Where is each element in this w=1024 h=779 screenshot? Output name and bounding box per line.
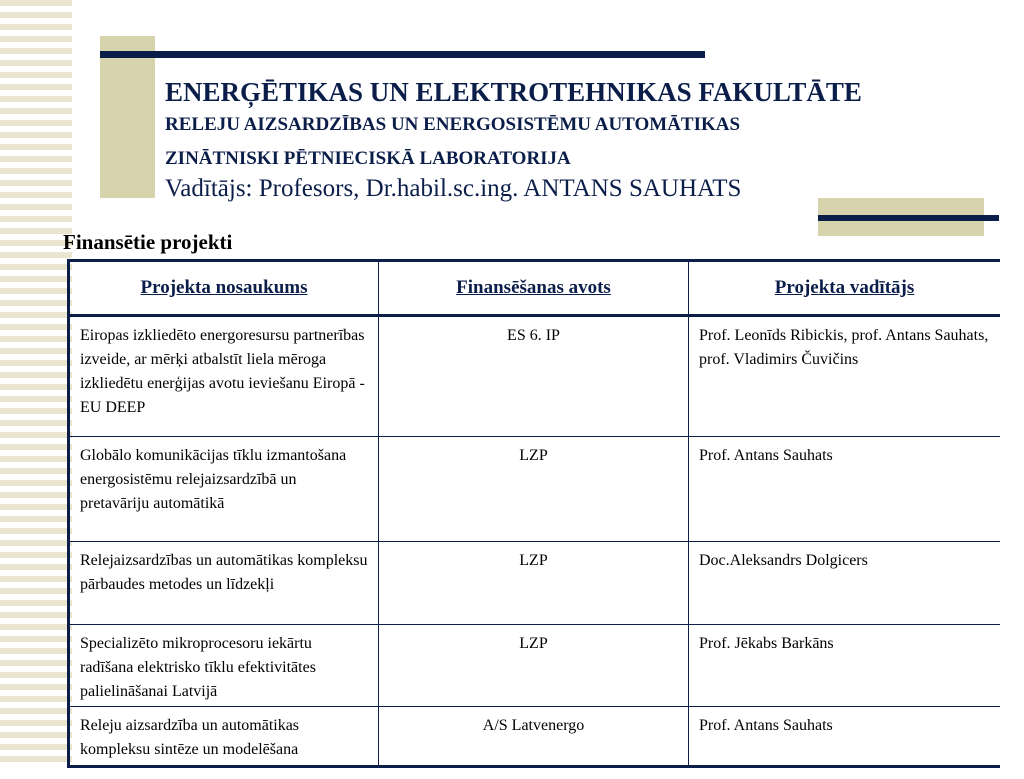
table-row	[69, 707, 1001, 767]
table-header-row	[69, 261, 1001, 316]
table-row	[69, 542, 1001, 625]
project-leader-cell: Prof. Leonīds Ribickis, prof. Antans Sauhats, prof. Vladimirs Čuvičins	[689, 316, 1001, 437]
title-block	[165, 76, 995, 204]
column-header-name: Projekta nosaukums	[69, 261, 379, 316]
project-leader-cell: Prof. Jēkabs Barkāns	[689, 625, 1001, 707]
project-leader-cell: Prof. Antans Sauhats	[689, 437, 1001, 542]
column-header-leader: Projekta vadītājs	[689, 261, 1001, 316]
funding-source-cell: A/S Latvenergo	[379, 707, 689, 767]
funding-source-cell: ES 6. IP	[379, 316, 689, 437]
table-row	[69, 316, 1001, 437]
lab-name-line-1: RELEJU AIZSARDZĪBAS UN ENERGOSISTĒMU AUTOMĀTIKAS	[165, 114, 741, 135]
project-leader-cell: Prof. Antans Sauhats	[689, 707, 1001, 767]
table-row	[69, 625, 1001, 707]
section-title: Finansētie projekti	[63, 230, 233, 254]
projects-table	[67, 259, 1000, 768]
funding-source-cell: LZP	[379, 437, 689, 542]
funding-source-cell: LZP	[379, 625, 689, 707]
decorative-line-top	[100, 51, 705, 58]
faculty-title: ENERĢĒTIKAS UN ELEKTROTEHNIKAS FAKULTĀTE	[165, 77, 862, 107]
table-row	[69, 437, 1001, 542]
project-name-cell: Releju aizsardzība un automātikas kompleksu sintēze un modelēšana	[69, 707, 379, 767]
lab-head: Vadītājs: Profesors, Dr.habil.sc.ing. ANTANS SAUHATS	[165, 175, 742, 202]
project-leader-cell: Doc.Aleksandrs Dolgicers	[689, 542, 1001, 625]
decorative-box-left	[100, 36, 155, 198]
column-header-source: Finansēšanas avots	[379, 261, 689, 316]
funding-source-cell: LZP	[379, 542, 689, 625]
projects-table-wrapper	[67, 259, 1000, 779]
project-name-cell: Specializēto mikroprocesoru iekārtu radīšana elektrisko tīklu efektivitātes palielināšanai Latvijā	[69, 625, 379, 707]
decorative-line-bottom	[818, 215, 999, 221]
decorative-stripes	[0, 0, 72, 768]
project-name-cell: Eiropas izkliedēto energoresursu partnerības izveide, ar mērķi atbalstīt liela mēroga izkliedētu enerģijas avotu ieviešanu Eiropā - EU DEEP	[69, 316, 379, 437]
lab-name-line-2: ZINĀTNISKI PĒTNIECISKĀ LABORATORIJA	[165, 148, 571, 169]
project-name-cell: Relejaizsardzības un automātikas kompleksu pārbaudes metodes un līdzekļi	[69, 542, 379, 625]
project-name-cell: Globālo komunikācijas tīklu izmantošana energosistēmu relejaizsardzībā un pretavāriju automātikā	[69, 437, 379, 542]
